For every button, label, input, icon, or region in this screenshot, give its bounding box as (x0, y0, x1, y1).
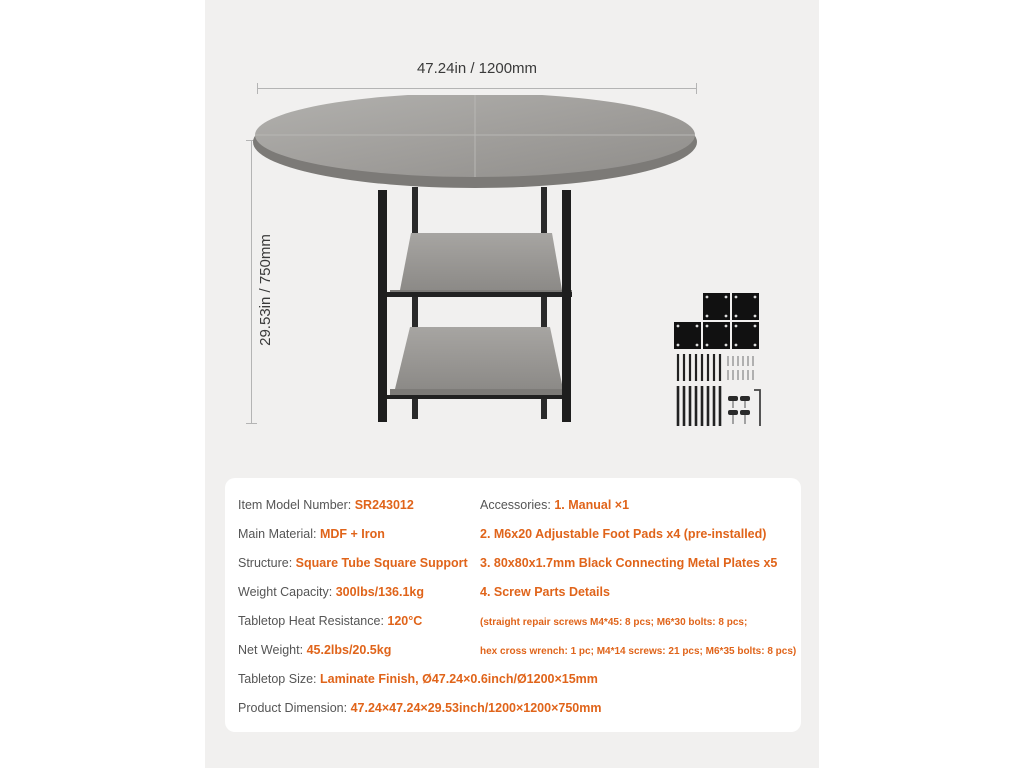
accessories-image (668, 286, 768, 431)
spec-model-number: Item Model Number: SR243012 (238, 498, 414, 512)
spec-structure: Structure: Square Tube Square Support (238, 556, 468, 570)
spec-weight-capacity: Weight Capacity: 300lbs/136.1kg (238, 585, 424, 599)
accessories-foot-pads: 2. M6x20 Adjustable Foot Pads x4 (pre-installed) (480, 527, 767, 541)
spec-net-weight: Net Weight: 45.2lbs/20.5kg (238, 643, 392, 657)
spec-heat-resistance: Tabletop Heat Resistance: 120°C (238, 614, 423, 628)
spec-tabletop-size: Tabletop Size: Laminate Finish, Ø47.24×0.6inch/Ø1200×15mm (238, 672, 598, 686)
accessories-screw-details-2: hex cross wrench: 1 pc; M4*14 screws: 21 pcs; M6*35 bolts: 8 pcs) (480, 646, 797, 657)
height-dimension-label: 29.53in / 750mm (257, 234, 274, 346)
spec-main-material: Main Material: MDF + Iron (238, 527, 385, 541)
accessories-screw-details-1: (straight repair screws M4*45: 8 pcs; M6*30 bolts: 8 pcs; (480, 617, 748, 628)
width-dimension-line (257, 88, 697, 89)
accessories-metal-plates: 3. 80x80x1.7mm Black Connecting Metal Plates x5 (480, 556, 778, 570)
spec-product-dimension: Product Dimension: 47.24×47.24×29.53inch/1200×1200×750mm (238, 701, 602, 715)
width-dimension-label: 47.24in / 1200mm (416, 60, 538, 77)
accessories-screw-parts: 4. Screw Parts Details (480, 585, 610, 599)
table-image (250, 95, 710, 430)
accessories-manual: Accessories: 1. Manual ×1 (480, 498, 630, 512)
specifications-card (225, 478, 801, 732)
